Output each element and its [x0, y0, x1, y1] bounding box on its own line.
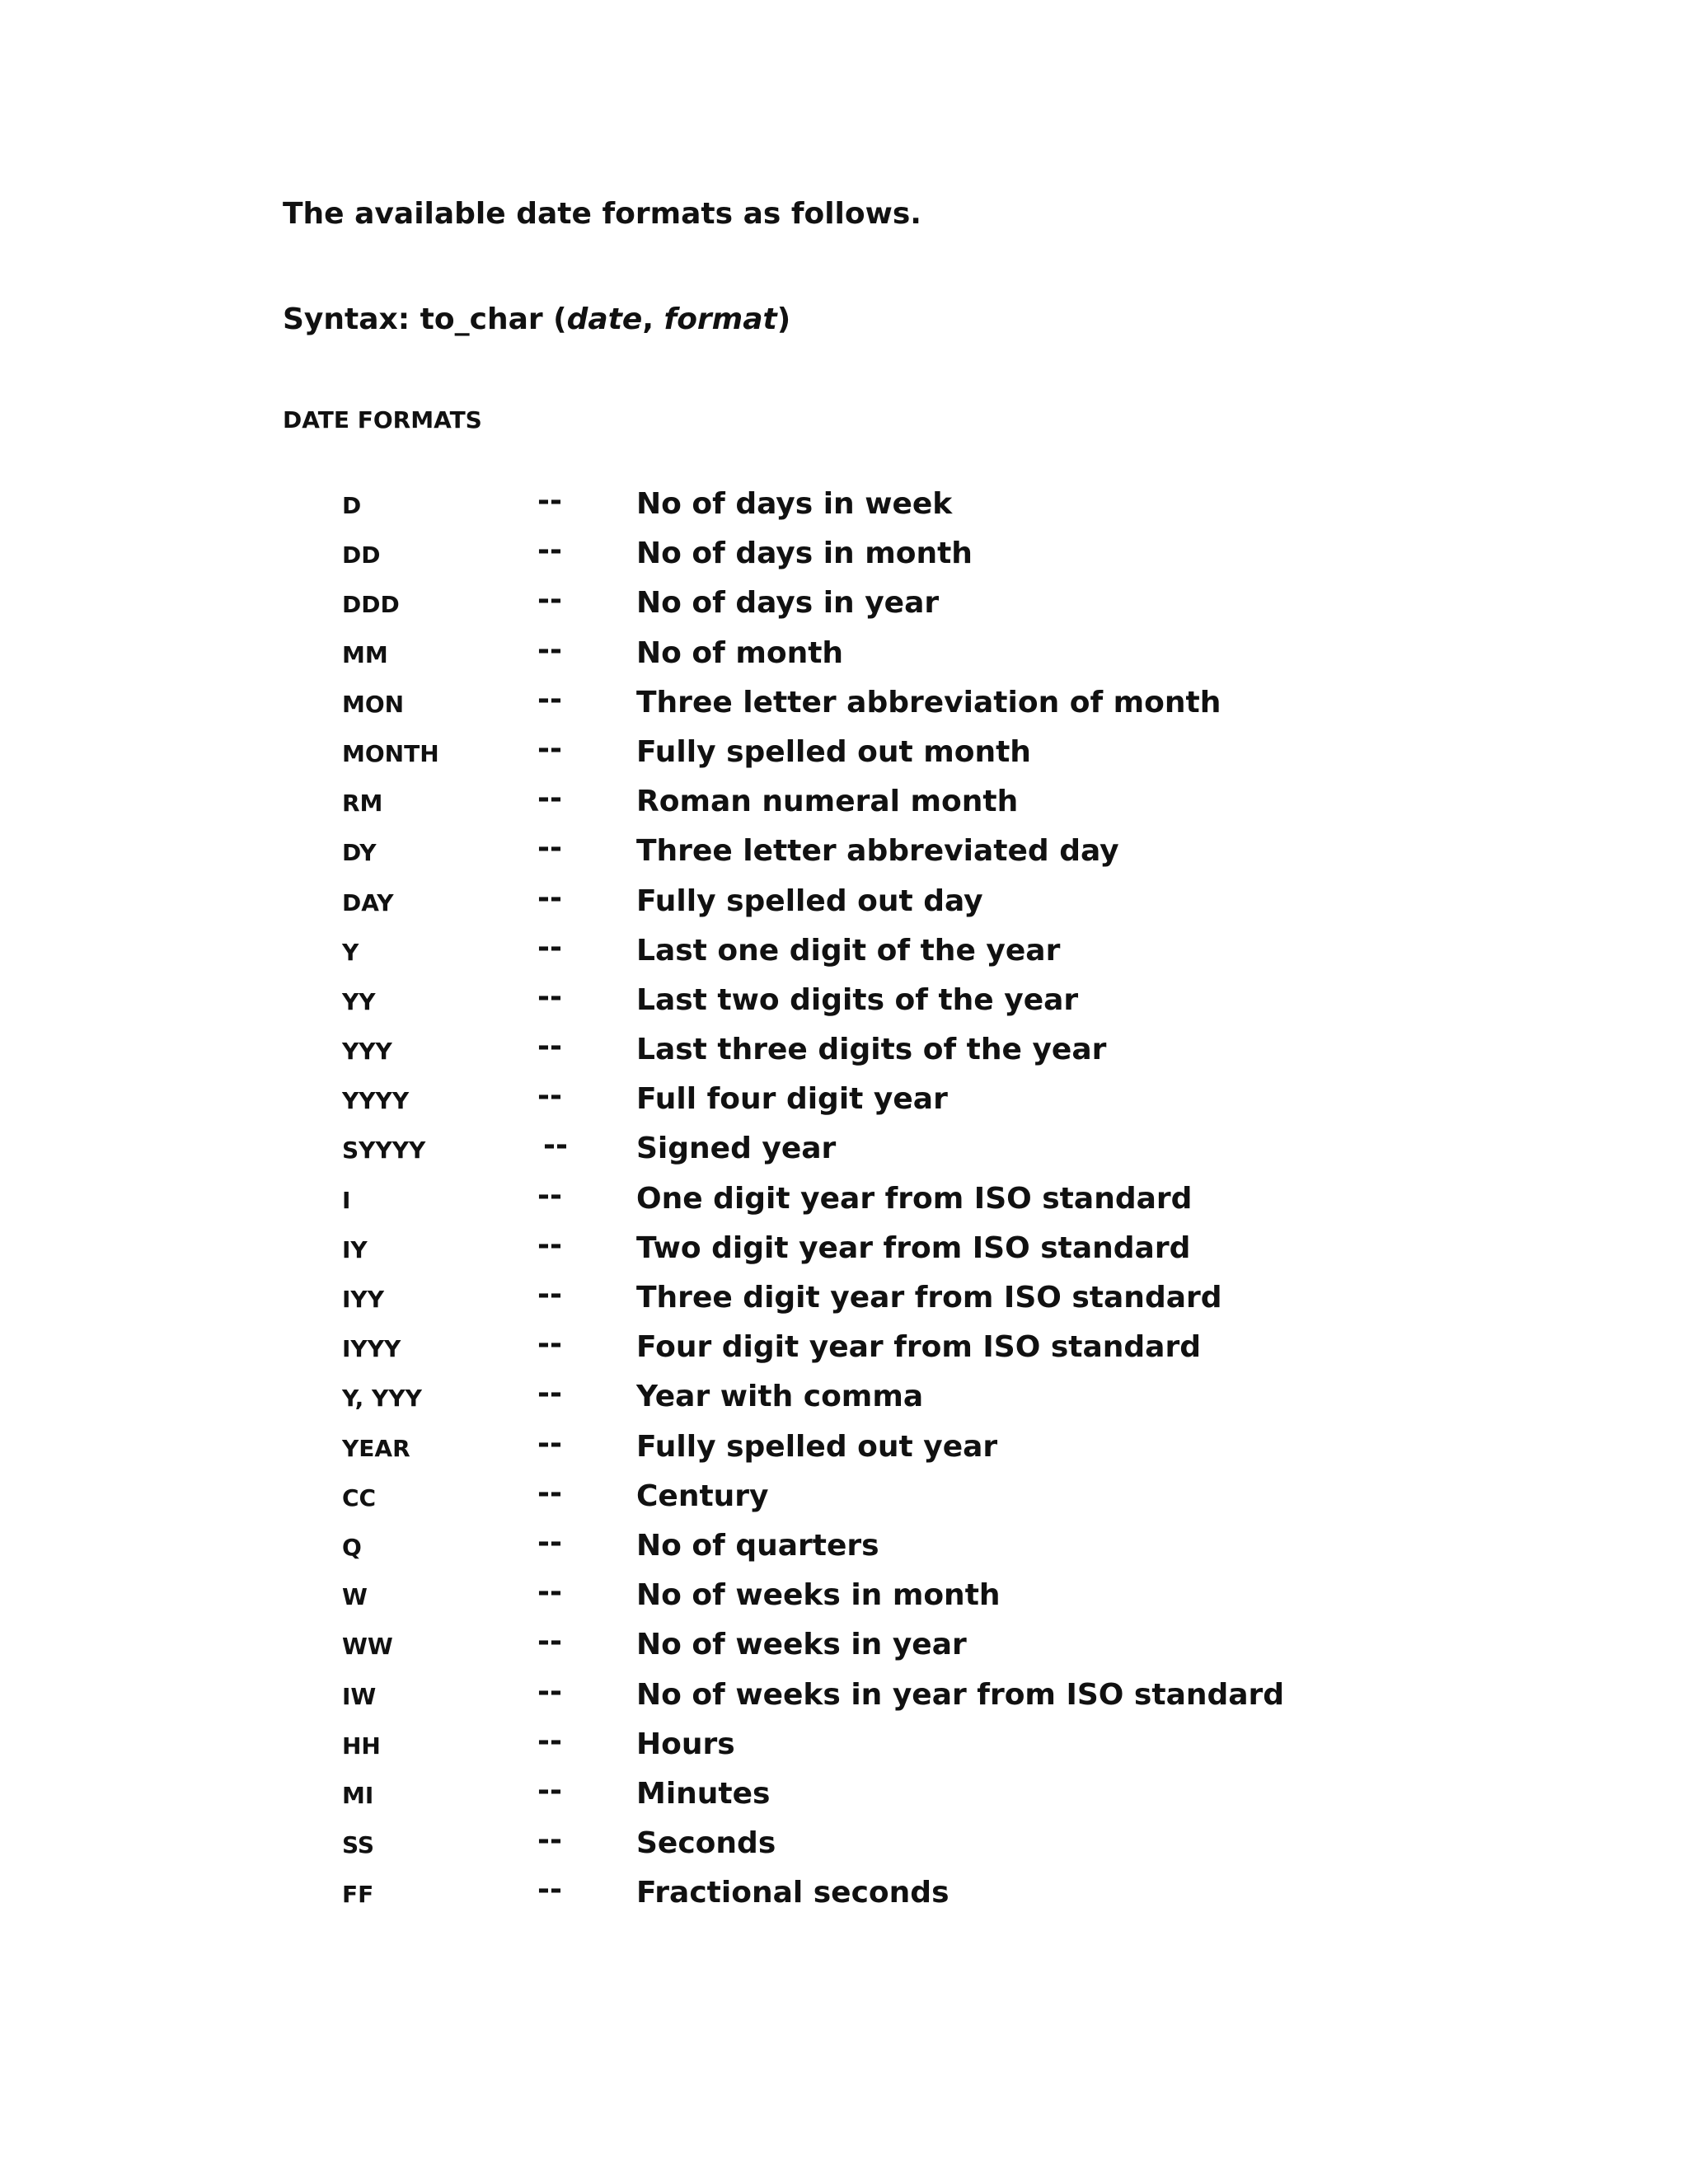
format-code: CC — [342, 1483, 377, 1511]
format-description: One digit year from ISO standard — [636, 1181, 1193, 1216]
separator: -- — [537, 781, 562, 816]
format-description: No of weeks in month — [636, 1578, 1001, 1613]
separator: -- — [537, 1029, 562, 1064]
separator: -- — [537, 1773, 562, 1807]
table-row — [0, 1475, 1688, 1525]
separator: -- — [537, 1475, 562, 1510]
format-description: Last three digits of the year — [636, 1033, 1107, 1067]
format-code: YEAR — [342, 1434, 410, 1462]
format-description: Hours — [636, 1727, 735, 1761]
format-description: No of days in month — [636, 537, 973, 571]
format-description: Century — [636, 1479, 769, 1513]
format-description: No of weeks in year from ISO standard — [636, 1677, 1285, 1712]
syntax-suffix: ) — [776, 302, 791, 336]
table-row — [0, 1574, 1688, 1624]
separator: -- — [537, 930, 562, 964]
separator: -- — [537, 880, 562, 915]
separator: -- — [543, 1128, 568, 1163]
date-format-table — [0, 483, 1688, 1921]
format-description: Fully spelled out day — [636, 883, 983, 918]
format-code: IYYY — [342, 1335, 401, 1363]
format-code: YYY — [342, 1038, 392, 1066]
format-description: Four digit year from ISO standard — [636, 1330, 1202, 1365]
format-code: Q — [342, 1533, 362, 1561]
separator: -- — [537, 583, 562, 617]
table-row — [0, 483, 1688, 532]
section-label: DATE FORMATS — [283, 406, 482, 434]
separator: -- — [537, 1674, 562, 1708]
table-row — [0, 532, 1688, 582]
format-description: Last two digits of the year — [636, 982, 1079, 1017]
table-row — [0, 1426, 1688, 1475]
table-row — [0, 1525, 1688, 1574]
table-row — [0, 682, 1688, 731]
format-code: I — [342, 1186, 351, 1214]
table-row — [0, 880, 1688, 930]
table-row — [0, 1178, 1688, 1227]
separator: -- — [537, 1178, 562, 1212]
table-row — [0, 1277, 1688, 1326]
format-code: Y, YYY — [342, 1385, 422, 1413]
format-code: MON — [342, 690, 405, 718]
table-row — [0, 1773, 1688, 1822]
format-code: IW — [342, 1682, 377, 1710]
table-row — [0, 1078, 1688, 1127]
separator: -- — [537, 731, 562, 766]
separator: -- — [537, 682, 562, 716]
table-row — [0, 1376, 1688, 1425]
format-description: Last one digit of the year — [636, 933, 1061, 968]
format-description: Seconds — [636, 1826, 776, 1861]
format-code: HH — [342, 1732, 381, 1760]
syntax-arg-date: date — [566, 302, 643, 336]
separator: -- — [537, 1277, 562, 1311]
format-code: IYY — [342, 1286, 384, 1313]
separator: -- — [537, 1376, 562, 1411]
format-code: Y — [342, 938, 359, 966]
separator: -- — [537, 831, 562, 865]
format-description: No of quarters — [636, 1528, 879, 1563]
table-row — [0, 582, 1688, 631]
format-code: DY — [342, 839, 377, 867]
format-description: Full four digit year — [636, 1082, 948, 1117]
syntax-comma: , — [642, 302, 664, 336]
format-code: MONTH — [342, 739, 439, 767]
format-code: SS — [342, 1831, 375, 1859]
separator: -- — [537, 1327, 562, 1361]
format-code: SYYYY — [342, 1137, 426, 1165]
format-description: Two digit year from ISO standard — [636, 1230, 1191, 1265]
format-description: Signed year — [636, 1132, 837, 1166]
format-description: Three digit year from ISO standard — [636, 1281, 1222, 1315]
table-row — [0, 780, 1688, 830]
format-description: No of weeks in year — [636, 1628, 967, 1662]
separator: -- — [537, 1872, 562, 1907]
format-code: FF — [342, 1881, 374, 1909]
separator: -- — [537, 1823, 562, 1858]
format-code: YY — [342, 987, 376, 1015]
separator: -- — [537, 1624, 562, 1659]
syntax-arg-format: format — [663, 302, 777, 336]
table-row — [0, 1227, 1688, 1277]
format-code: DAY — [342, 888, 394, 916]
table-row — [0, 731, 1688, 780]
separator: -- — [537, 1079, 562, 1113]
table-row — [0, 930, 1688, 979]
intro-heading: The available date formats as follows. — [283, 197, 921, 231]
format-description: Year with comma — [636, 1380, 924, 1414]
separator: -- — [537, 632, 562, 667]
separator: -- — [537, 1575, 562, 1610]
format-description: No of days in week — [636, 487, 953, 521]
format-code: DD — [342, 541, 381, 569]
table-row — [0, 1127, 1688, 1177]
table-row — [0, 1624, 1688, 1673]
separator: -- — [537, 1723, 562, 1758]
syntax-prefix: Syntax: to_char ( — [283, 302, 567, 336]
separator: -- — [537, 484, 562, 518]
table-row — [0, 1029, 1688, 1078]
separator: -- — [537, 979, 562, 1014]
syntax-line — [283, 302, 791, 336]
format-code: MI — [342, 1781, 374, 1809]
format-description: Minutes — [636, 1776, 771, 1811]
table-row — [0, 830, 1688, 879]
separator: -- — [537, 1525, 562, 1559]
format-description: Fully spelled out year — [636, 1429, 998, 1464]
format-code: MM — [342, 640, 388, 668]
separator: -- — [537, 1227, 562, 1262]
table-row — [0, 632, 1688, 682]
format-description: No of days in year — [636, 586, 940, 621]
table-row — [0, 1872, 1688, 1921]
format-code: D — [342, 492, 362, 519]
format-code: WW — [342, 1633, 393, 1661]
format-description: Three letter abbreviation of month — [636, 685, 1221, 719]
separator: -- — [537, 533, 562, 568]
format-description: Fractional seconds — [636, 1876, 950, 1910]
format-code: W — [342, 1583, 368, 1611]
format-description: Fully spelled out month — [636, 734, 1031, 769]
format-code: IY — [342, 1235, 368, 1263]
table-row — [0, 1822, 1688, 1872]
format-description: Three letter abbreviated day — [636, 834, 1119, 869]
table-row — [0, 1326, 1688, 1376]
table-row — [0, 1674, 1688, 1723]
separator: -- — [537, 1426, 562, 1460]
format-description: No of month — [636, 635, 844, 670]
format-code: YYYY — [342, 1087, 410, 1115]
table-row — [0, 1723, 1688, 1773]
format-code: RM — [342, 790, 383, 818]
table-row — [0, 979, 1688, 1029]
format-description: Roman numeral month — [636, 785, 1019, 819]
format-code: DDD — [342, 591, 400, 619]
